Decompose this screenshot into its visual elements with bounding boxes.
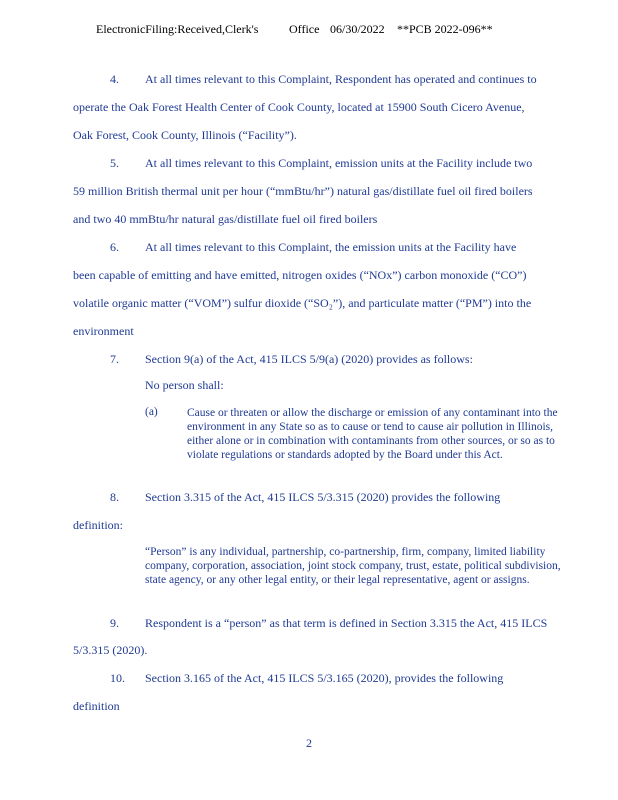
sub-item-label: (a) xyxy=(145,406,158,418)
paragraph-text: operate the Oak Forest Health Center of Cook County, located at 15900 South Cicero Avenue, xyxy=(73,100,525,114)
paragraph-text: volatile organic matter (“VOM”) sulfur dioxide (“SO₂”), and particulate matter (“PM”) into the xyxy=(73,296,532,310)
paragraph-text: environment xyxy=(73,324,134,338)
paragraph-text: At all times relevant to this Complaint, Respondent has operated and continues to xyxy=(145,72,537,86)
paragraph-text: Section 3.315 of the Act, 415 ILCS 5/3.315 (2020) provides the following xyxy=(145,490,501,504)
paragraph-text: Respondent is a “person” as that term is defined in Section 3.315 the Act, 415 ILCS xyxy=(145,616,548,630)
paragraph-text: At all times relevant to this Complaint, the emission units at the Facility have xyxy=(145,240,517,254)
paragraph-number: 6. xyxy=(110,240,119,254)
paragraph-text: 5/3.315 (2020). xyxy=(73,643,148,657)
page-number: 2 xyxy=(306,736,312,750)
filing-office: Office xyxy=(289,22,320,36)
paragraph-number: 8. xyxy=(110,490,119,504)
paragraph-text: and two 40 mmBtu/hr natural gas/distillate fuel oil fired boilers xyxy=(73,212,378,226)
paragraph-text: At all times relevant to this Complaint, emission units at the Facility include two xyxy=(145,156,533,170)
paragraph-number: 10. xyxy=(110,671,125,685)
paragraph-text: been capable of emitting and have emitted, nitrogen oxides (“NOx”) carbon monoxide (“CO”) xyxy=(73,268,527,282)
paragraph-number: 4. xyxy=(110,72,119,86)
paragraph-text: Section 9(a) of the Act, 415 ILCS 5/9(a) (2020) provides as follows: xyxy=(145,352,473,366)
paragraph-text: Oak Forest, Cook County, Illinois (“Facility”). xyxy=(73,128,297,142)
filing-date: 06/30/2022 xyxy=(330,22,385,36)
paragraph-text: Section 3.165 of the Act, 415 ILCS 5/3.165 (2020), provides the following xyxy=(145,671,504,685)
paragraph-text: definition: xyxy=(73,518,123,532)
definition-quote: “Person” is any individual, partnership, co-partnership, firm, company, limited liability company, corporation, association, joint stock company, trust, estate, political subdivision, state agency, or any other legal entity, or their legal representative, agent or assigns. xyxy=(145,546,561,586)
filing-stamp: ElectronicFiling:Received,Clerk's xyxy=(96,22,259,36)
sub-item-text: Cause or threaten or allow the discharge or emission of any contaminant into the environment in any State so as to cause or tend to cause air pollution in Illinois, either alone or in combination with contaminants from other sources, or so as to violate regulations or standards adopted by the Board under this Act. xyxy=(187,407,558,461)
paragraph-text: definition xyxy=(73,699,120,713)
filing-docket: **PCB 2022-096** xyxy=(397,22,493,36)
paragraph-number: 7. xyxy=(110,352,119,366)
paragraph-number: 5. xyxy=(110,156,119,170)
quoted-intro: No person shall: xyxy=(145,378,224,392)
paragraph-number: 9. xyxy=(110,616,119,630)
paragraph-text: 59 million British thermal unit per hour (“mmBtu/hr”) natural gas/distillate fuel oil fired boilers xyxy=(73,184,533,198)
